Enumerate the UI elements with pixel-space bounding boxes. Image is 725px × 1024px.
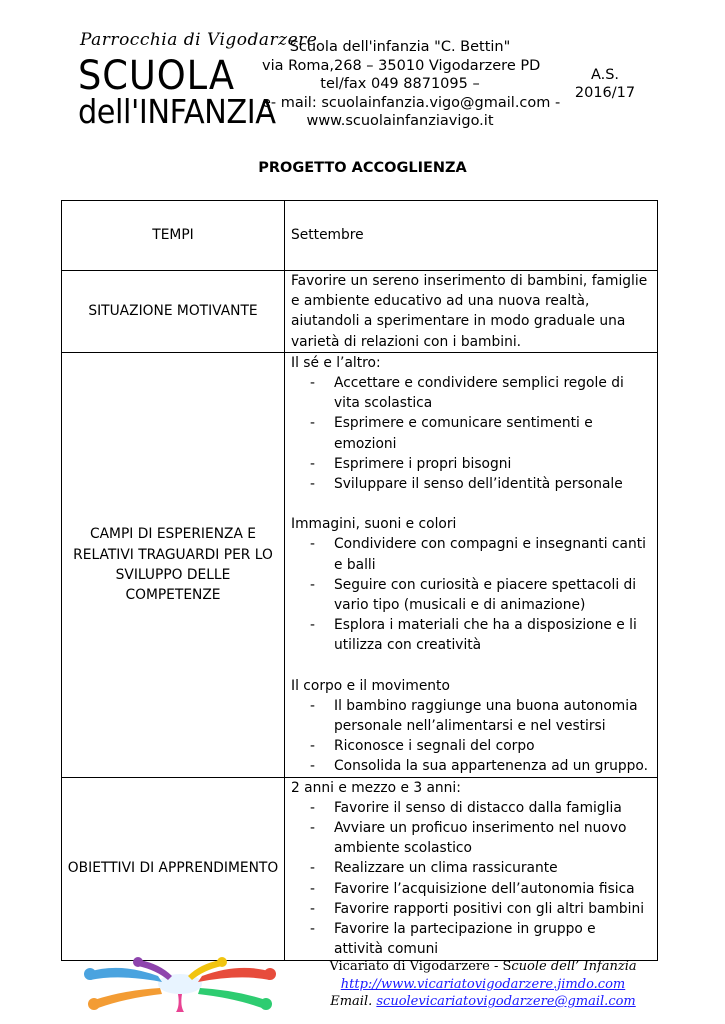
school-email: e- mail: scuolainfanzia.vigo@gmail.com - [262, 94, 561, 111]
school-website: www.scuolainfanziavigo.it [306, 113, 494, 129]
children-circle-logo-icon [80, 954, 280, 1014]
list-item: - Esprimere i propri bisogni [334, 454, 649, 474]
campi-label: CAMPI DI ESPERIENZA E RELATIVI TRAGUARDI PER LO SVILUPPO DELLE COMPETENZE [62, 352, 285, 777]
campi-section-list [291, 696, 649, 777]
list-item: - Esprimere e comunicare sentimenti e emozioni [334, 413, 649, 453]
school-address: via Roma,268 – 35010 Vigodarzere PD [262, 57, 541, 74]
campi-content [285, 352, 658, 777]
footer-website-link[interactable]: http://www.vicariatovigodarzere.jimdo.com [340, 976, 626, 992]
footer-vicariato-suffix: cuole dell’ Infanzia [511, 959, 637, 974]
school-year-label: A.S. [590, 67, 620, 83]
list-item: - Esplora i materiali che ha a disposizione e li utilizza con creatività [334, 615, 649, 655]
obiettivi-label: OBIETTIVI DI APPRENDIMENTO [62, 777, 285, 960]
campi-section-heading: Il sé e l’altro: [291, 354, 381, 371]
footer [318, 958, 648, 1011]
table-row-tempi [62, 201, 658, 271]
footer-email-link[interactable]: scuolevicariatovigodarzere@gmail.com [376, 994, 636, 1009]
list-item: - Favorire la partecipazione in gruppo e attività comuni [334, 919, 649, 959]
page-title: PROGETTO ACCOGLIENZA [258, 160, 467, 176]
table-row-situazione [62, 271, 658, 353]
list-item: - Avviare un proficuo inserimento nel nuovo ambiente scolastico [334, 818, 649, 858]
school-logo [78, 30, 318, 131]
list-item: - Favorire il senso di distacco dalla famiglia [334, 798, 649, 818]
footer-vicariato [318, 958, 648, 976]
list-item: - Seguire con curiosità e piacere spettacoli di vario tipo (musicali e di animazione) [334, 575, 649, 615]
logo-parrocchia-text: Parrocchia di Vigodarzere [80, 30, 318, 50]
list-item: - Favorire l’acquisizione dell’autonomia fisica [334, 879, 649, 899]
campi-section-list [291, 534, 649, 655]
school-name: Scuola dell'infanzia "C. Bettin" [289, 39, 511, 55]
list-item: - Consolida la sua appartenenza ad un gruppo. [334, 756, 649, 776]
list-item: - Riconosce i segnali del corpo [334, 736, 649, 756]
campi-section-heading: Immagini, suoni e colori [291, 516, 457, 533]
tempi-label: TEMPI [62, 201, 285, 271]
list-item: - Sviluppare il senso dell’identità personale [334, 474, 649, 494]
situazione-label: SITUAZIONE MOTIVANTE [62, 271, 285, 353]
list-item: - Condividere con compagni e insegnanti canti e balli [334, 534, 649, 574]
table-row-obiettivi [62, 777, 658, 960]
campi-section-list [291, 373, 649, 494]
list-item: - Realizzare un clima rassicurante [334, 858, 649, 878]
situazione-text: Favorire un sereno inserimento di bambini, famiglie e ambiente educativo ad una nuova realtà, aiutandoli a sperimentare in modo graduale una varietà di relazioni con i bambini. [285, 271, 658, 353]
logo-infanzia-text: dell'INFANZIA [78, 92, 276, 131]
list-item: - Favorire rapporti positivi con gli altri bambini [334, 899, 649, 919]
list-item: - Il bambino raggiunge una buona autonomia personale nell’alimentarsi e nel vestirsi [334, 696, 649, 736]
footer-vicariato-prefix: Vicariato di Vigodarzere - S [329, 959, 512, 974]
list-item: - Accettare e condividere semplici regole di vita scolastica [334, 373, 649, 413]
obiettivi-list [291, 798, 649, 960]
obiettivi-heading: 2 anni e mezzo e 3 anni: [291, 779, 461, 796]
obiettivi-content [285, 777, 658, 960]
school-year-value: 2016/17 [574, 85, 636, 101]
project-table [61, 200, 658, 961]
school-year [570, 66, 640, 102]
tempi-value: Settembre [285, 201, 658, 271]
campi-section-heading: Il corpo e il movimento [291, 677, 450, 694]
school-address-block [262, 38, 561, 131]
school-phone: tel/fax 049 8871095 – [320, 76, 480, 92]
logo-scuola-text: SCUOLA [78, 53, 236, 99]
footer-email-label: Email. [330, 994, 377, 1009]
table-row-campi [62, 352, 658, 777]
